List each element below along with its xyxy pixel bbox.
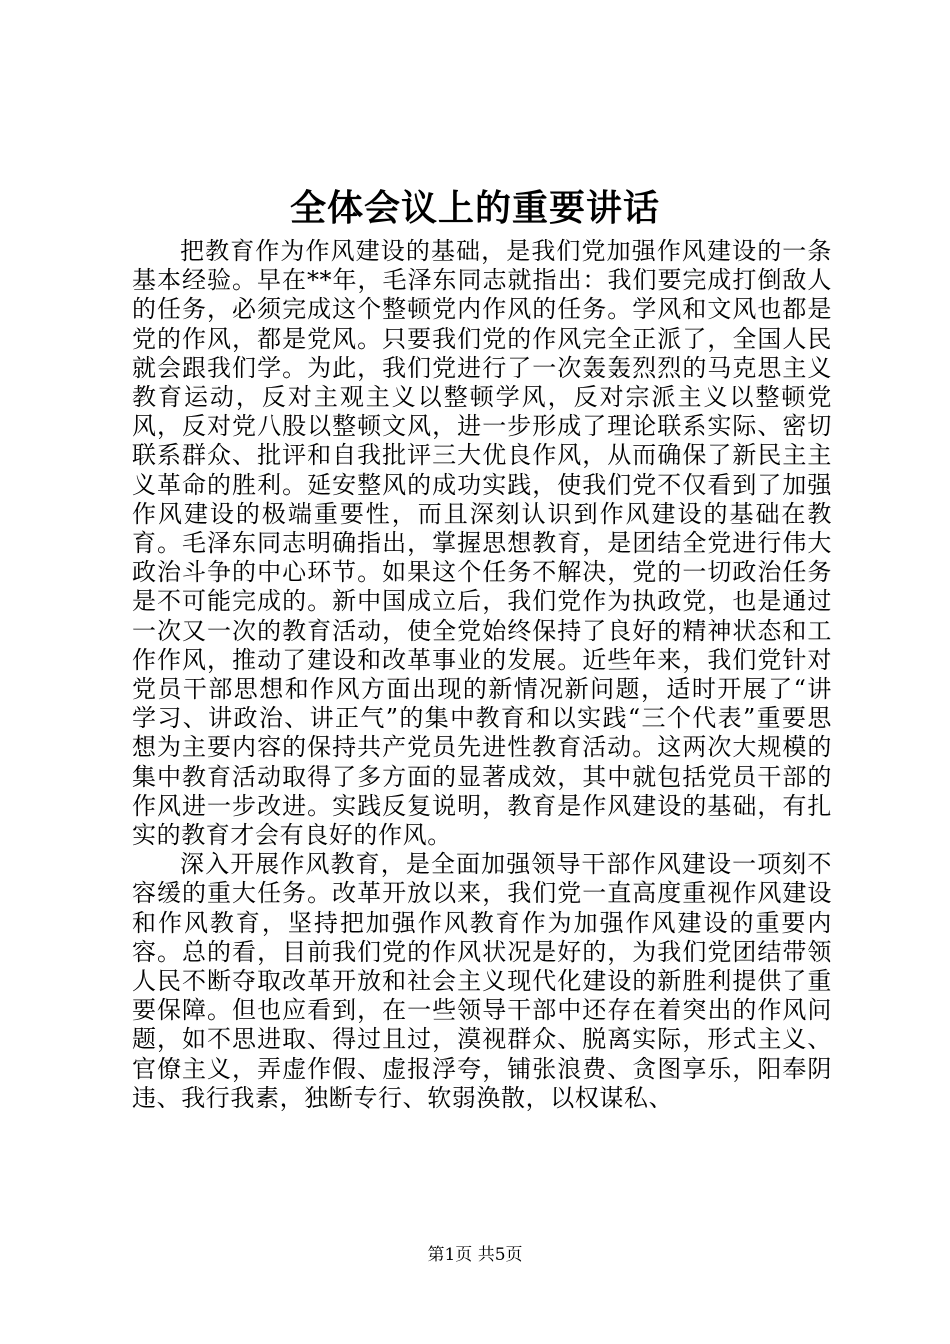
page-footer: 第1页 共5页 — [427, 1245, 523, 1265]
body-paragraph: 深入开展作风教育，是全面加强领导干部作风建设一项刻不容缓的重大任务。改革开放以来，我们党一直高度重视作风建设和作风教育，坚持把加强作风教育作为加强作风建设的重要内容。总的看，目前我们党的作风状况是好的，为我们党团结带领人民不断夺取改革开放和社会主义现代化建设的新胜利提供了重要保障。但也应看到，在一些领导干部中还存在着突出的作风问题，如不思进取、得过且过，漠视群众、脱离实际，形式主义、官僚主义，弄虚作假、虚报浮夸，铺张浪费、贪图享乐，阳奉阴违、我行我素，独断专行、软弱涣散，以权谋私、 — [132, 850, 832, 1112]
body-paragraph: 把教育作为作风建设的基础，是我们党加强作风建设的一条基本经验。早在**年，毛泽东同志就指出：我们要完成打倒敌人的任务，必须完成这个整顿党内作风的任务。学风和文风也都是党的作风，都是党风。只要我们党的作风完全正派了，全国人民就会跟我们学。为此，我们党进行了一次轰轰烈烈的马克思主义教育运动，反对主观主义以整顿学风，反对宗派主义以整顿党风，反对党八股以整顿文风，进一步形成了理论联系实际、密切联系群众、批评和自我批评三大优良作风，从而确保了新民主主义革命的胜利。延安整风的成功实践，使我们党不仅看到了加强作风建设的极端重要性，而且深刻认识到作风建设的基础在教育。毛泽东同志明确指出，掌握思想教育，是团结全党进行伟大政治斗争的中心环节。如果这个任务不解决，党的一切政治任务是不可能完成的。新中国成立后，我们党作为执政党，也是通过一次又一次的教育活动，使全党始终保持了良好的精神状态和工作作风，推动了建设和改革事业的发展。近些年来，我们党针对党员干部思想和作风方面出现的新情况新问题，适时开展了“讲学习、讲政治、讲正气”的集中教育和以实践“三个代表”重要思想为主要内容的保持共产党员先进性教育活动。这两次大规模的集中教育活动取得了多方面的显著成效，其中就包括党员干部的作风进一步改进。实践反复说明，教育是作风建设的基础，有扎实的教育才会有良好的作风。 — [132, 237, 832, 850]
document-body — [132, 237, 832, 1113]
document-title: 全体会议上的重要讲话 — [289, 187, 660, 229]
